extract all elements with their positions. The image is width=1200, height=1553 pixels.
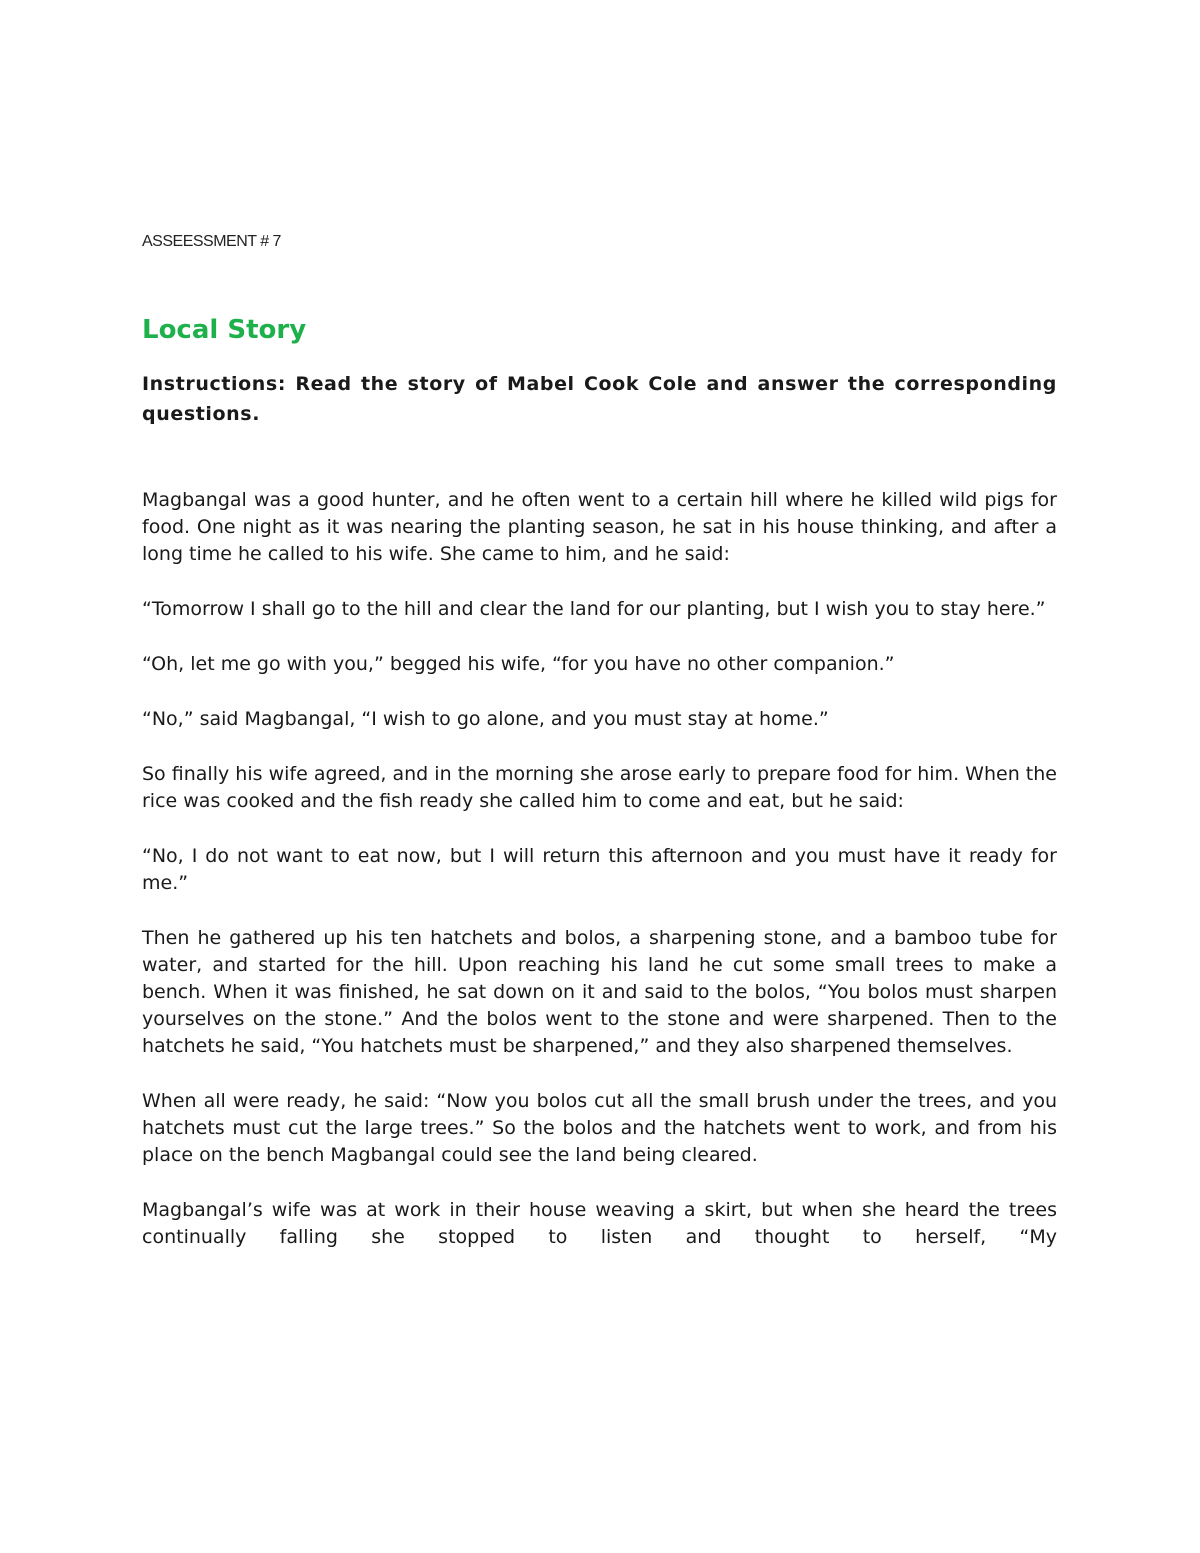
story-paragraph: “Oh, let me go with you,” begged his wife, “for you have no other companion.” [142,653,895,675]
story-paragraph: Then he gathered up his ten hatchets and bolos, a sharpening stone, and a bamboo tube for water, and started for the hill. Upon reaching his land he cut some small trees to make a bench. When it was finished, he sat down on it and said to the bolos, “You bolos must sharpen yourselves on the stone.” And the bolos went to the stone and were sharpened. Then to the hatchets he said, “You hatchets must be sharpened,” and they also sharpened themselves. [142,927,1057,1057]
story-paragraph: “No,” said Magbangal, “I wish to go alone, and you must stay at home.” [142,708,829,730]
story-paragraph: When all were ready, he said: “Now you bolos cut all the small brush under the trees, and you hatchets must cut the large trees.” So the bolos and the hatchets went to work, and from his place on the bench Magbangal could see the land being cleared. [142,1090,1057,1166]
story-body [142,487,1057,1279]
assessment-label: ASSEESSMENT # 7 [142,233,281,250]
story-paragraph: “Tomorrow I shall go to the hill and clear the land for our planting, but I wish you to stay here.” [142,598,1046,620]
story-paragraph: Magbangal’s wife was at work in their house weaving a skirt, but when she heard the trees continually falling she stopped to listen and thought to herself, “My [142,1199,1057,1248]
story-paragraph: “No, I do not want to eat now, but I will return this afternoon and you must have it ready for me.” [142,845,1057,894]
instructions-text: Instructions: Read the story of Mabel Cook Cole and answer the corresponding questions. [142,373,1057,425]
document-title: Local Story [142,315,307,345]
story-paragraph: Magbangal was a good hunter, and he often went to a certain hill where he killed wild pigs for food. One night as it was nearing the planting season, he sat in his house thinking, and after a long time he called to his wife. She came to him, and he said: [142,489,1057,565]
story-paragraph: So finally his wife agreed, and in the morning she arose early to prepare food for him. When the rice was cooked and the fish ready she called him to come and eat, but he said: [142,763,1057,812]
